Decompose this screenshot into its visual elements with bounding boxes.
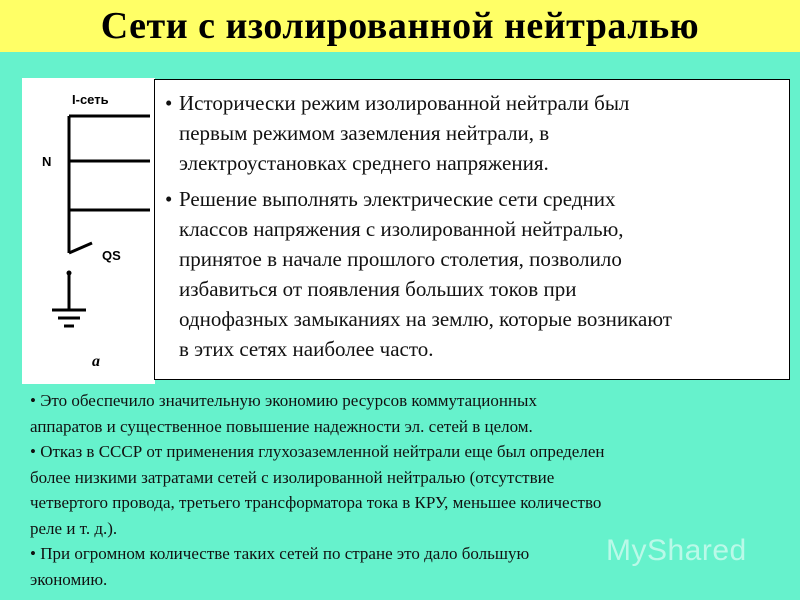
title-bar	[0, 0, 800, 52]
label-caption: а	[92, 353, 100, 370]
page-title: Сети с изолированной нейтралью	[100, 5, 700, 47]
text-line: • Исторически режим изолированной нейтрали был	[179, 91, 630, 115]
switch-pivot	[67, 271, 72, 276]
text-line: аппаратов и существенное повышение надежности эл. сетей в целом.	[30, 416, 533, 436]
text-line: принятое в начале прошлого столетия, позволило	[179, 247, 622, 271]
text-line: классов напряжения с изолированной нейтралью,	[179, 217, 624, 241]
text-line: реле и т. д.).	[30, 518, 118, 538]
text-line: • Решение выполнять электрические сети средних	[179, 187, 616, 211]
top-bullet-list	[155, 80, 789, 364]
top-text-box	[154, 79, 790, 380]
text-line: более низкими затратами сетей с изолированной нейтралью (отсутствие	[30, 467, 555, 487]
circuit-schematic	[22, 78, 155, 384]
isolated-neutral-diagram	[22, 78, 155, 384]
text-line: экономию.	[30, 569, 108, 589]
top-bullet-1	[165, 88, 789, 178]
switch-blade	[69, 243, 92, 253]
text-line: четвертого провода, третьего трансформатора тока в КРУ, меньшее количество	[30, 493, 602, 512]
text-line: первым режимом заземления нейтрали, в	[179, 121, 550, 145]
label-switch: QS	[102, 248, 121, 263]
label-network: I-сеть	[72, 92, 109, 107]
text-line: • При огромном количестве таких сетей по стране это дало большую	[30, 544, 530, 563]
bottom-paragraph-1	[30, 388, 795, 439]
text-line: избавиться от появления больших токов при	[179, 277, 577, 301]
text-line: в этих сетях наиболее часто.	[179, 337, 434, 361]
label-neutral: N	[42, 154, 52, 169]
top-bullet-2	[165, 184, 789, 364]
text-line: электроустановках среднего напряжения.	[179, 151, 549, 175]
watermark-logo: MyShared	[606, 534, 747, 567]
text-line: однофазных замыканиях на землю, которые возникают	[179, 307, 672, 331]
text-line: • Отказ в СССР от применения глухозаземленной нейтрали еще был определен	[30, 442, 605, 461]
text-line: • Это обеспечило значительную экономию ресурсов коммутационных	[30, 391, 537, 410]
bottom-paragraph-2	[30, 439, 795, 541]
